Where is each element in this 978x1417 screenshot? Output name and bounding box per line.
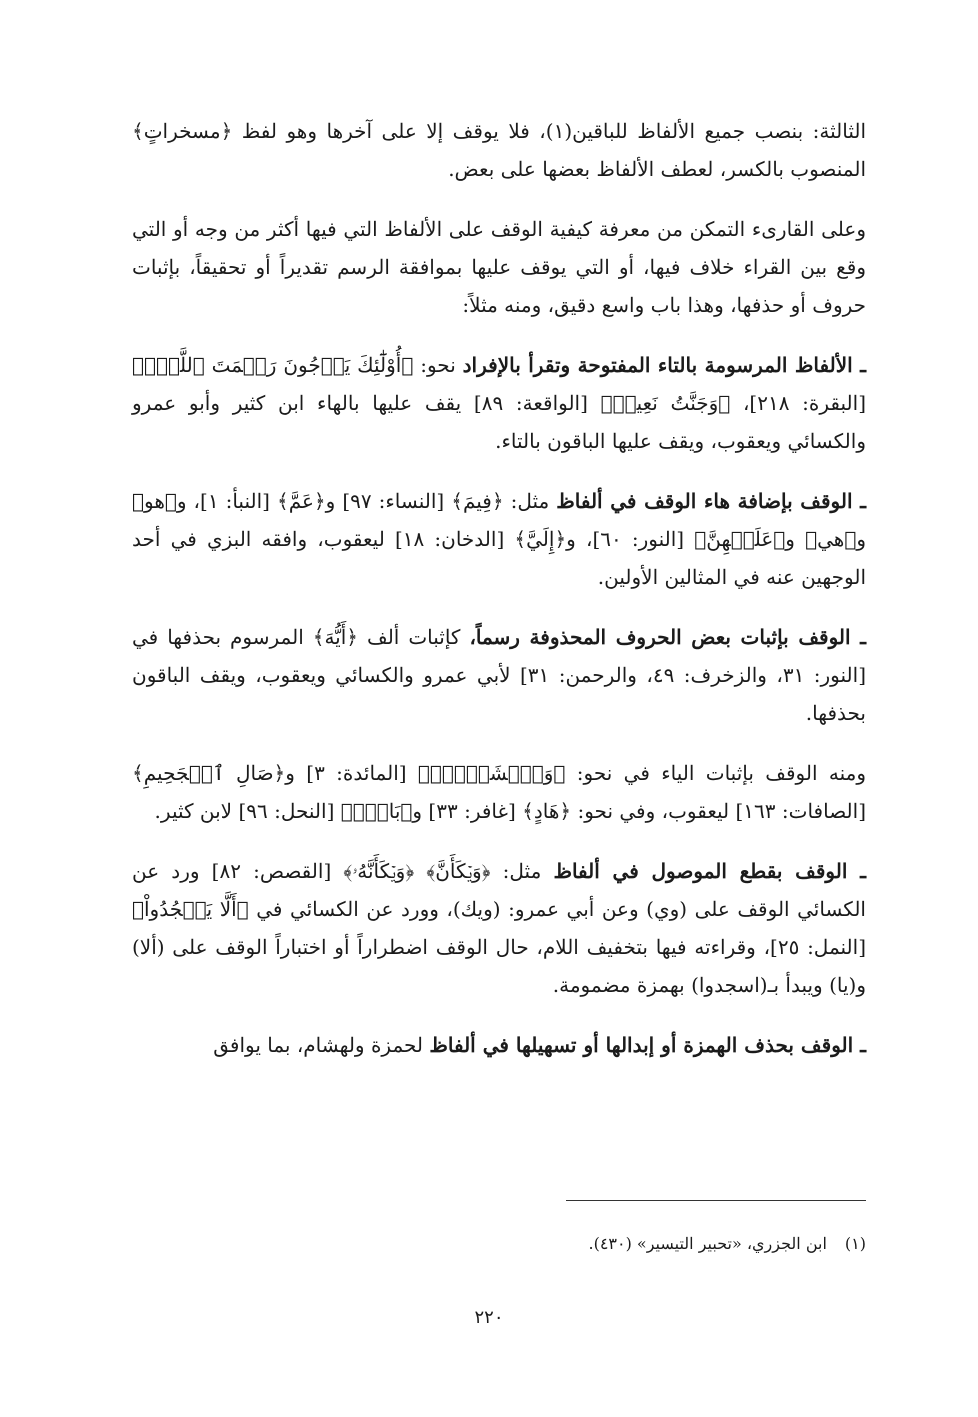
paragraph-1: [132, 112, 866, 188]
paragraph-8: [132, 1026, 866, 1064]
paragraph-1-text: الثالثة: بنصب جميع الألفاظ للباقين(١)، فلا يوقف إلا على آخرها وهو لفظ ﴿مسخراتٍ﴾ المنصوب بالكسر، لعطف الألفاظ بعضها على بعض.: [132, 119, 866, 181]
footnote-number: (١): [844, 1234, 866, 1253]
paragraph-8-text: لحمزة ولهشام، بما يوافق: [213, 1033, 430, 1057]
paragraph-8-heading: ـ الوقف بحذف الهمزة أو إبدالها أو تسهيلها في ألفاظ: [429, 1033, 866, 1057]
paragraph-4-text: مثل: ﴿فِيمَ﴾ [النساء: ٩٧] و﴿عَمَّ﴾ [النبأ: ١]، و﴿هو﴾ و﴿هي﴾ و﴿عَلَيۡهِنَّ﴾ [النور: ٦٠]، و﴿إِلَيَّ﴾ [الدخان: ١٨] ليعقوب، وافقه البزي في أحد الوجهين عنه في المثالين الأولين.: [132, 489, 866, 589]
paragraph-5-heading: ـ الوقف بإثبات بعض الحروف المحذوفة رسماً،: [469, 625, 867, 649]
page-number: ٢٢٠: [474, 1307, 504, 1328]
paragraph-3-text: نحو: ﴿أُوْلَٰٓئِكَ يَرۡجُونَ رَحۡمَتَ ٱللَّهِۚ﴾ [البقرة: ٢١٨]، ﴿وَجَنَّتُ نَعِيمٖ﴾ [الواقعة: ٨٩] يقف عليها بالهاء ابن كثير وأبو عمرو والكسائي ويعقوب، ويقف عليها الباقون بالتاء.: [132, 353, 867, 453]
paragraph-7-heading: ـ الوقف بقطع الموصول في ألفاظ: [553, 859, 866, 883]
paragraph-2: [132, 210, 866, 324]
paragraph-7: [132, 852, 866, 1004]
paragraph-5: [132, 618, 866, 732]
paragraph-6-text: ومنه الوقف بإثبات الياء في نحو: ﴿وَٱخۡشَوۡنِۚ﴾ [المائدة: ٣] و﴿صَالِ ٱلۡجَحِيمِ﴾ [الصافات: ١٦٣] ليعقوب، وفي نحو: ﴿هَادٍ﴾ [غافر: ٣٣] و﴿بَاقٖۖ﴾ [النحل: ٩٦] لابن كثير.: [132, 761, 866, 823]
paragraph-3-heading: ـ الألفاظ المرسومة بالتاء المفتوحة وتقرأ بالإفراد: [462, 353, 867, 377]
paragraph-4: [132, 482, 866, 596]
main-text: [132, 112, 866, 1064]
footnote-separator: [566, 1200, 866, 1201]
paragraph-4-heading: ـ الوقف بإضافة هاء الوقف في ألفاظ: [556, 489, 867, 513]
paragraph-3: [132, 346, 866, 460]
paragraph-7-text: مثل: ﴿وَيۡكَأَنَّ﴾ ﴿وَيۡكَأَنَّهُۥ﴾ [القصص: ٨٢] ورد عن الكسائي الوقف على (وي) وعن أبي عمرو: (ويك)، وورد عن الكسائي في ﴿أَلَّا يَسۡجُدُواْ﴾ [النمل: ٢٥]، وقراءته فيها بتخفيف اللام، حال الوقف اضطراراً أو اختباراً الوقف على (ألا) و(يا) ويبدأ بـ(اسجدوا) بهمزة مضمومة.: [132, 859, 866, 997]
footnote: [588, 1232, 866, 1256]
paragraph-5-text: كإثبات ألف ﴿أَيُّهَ﴾ المرسوم بحذفها في [النور: ٣١، والزخرف: ٤٩، والرحمن: ٣١] لأبي عمرو والكسائي ويعقوب، ويقف الباقون بحذفها.: [132, 625, 866, 725]
paragraph-2-text: وعلى القارىء التمكن من معرفة كيفية الوقف على الألفاظ التي فيها أكثر من وجه أو التي وقع بين القراء خلاف فيها، أو التي يوقف عليها بموافقة الرسم تقديراً أو تحقيقاً، بإثبات حروف أو حذفها، وهذا باب واسع دقيق، ومنه مثلاً:: [132, 217, 866, 317]
paragraph-6: [132, 754, 866, 830]
footnote-text: ابن الجزري، «تحبير التيسير» (٤٣٠).: [588, 1234, 827, 1253]
